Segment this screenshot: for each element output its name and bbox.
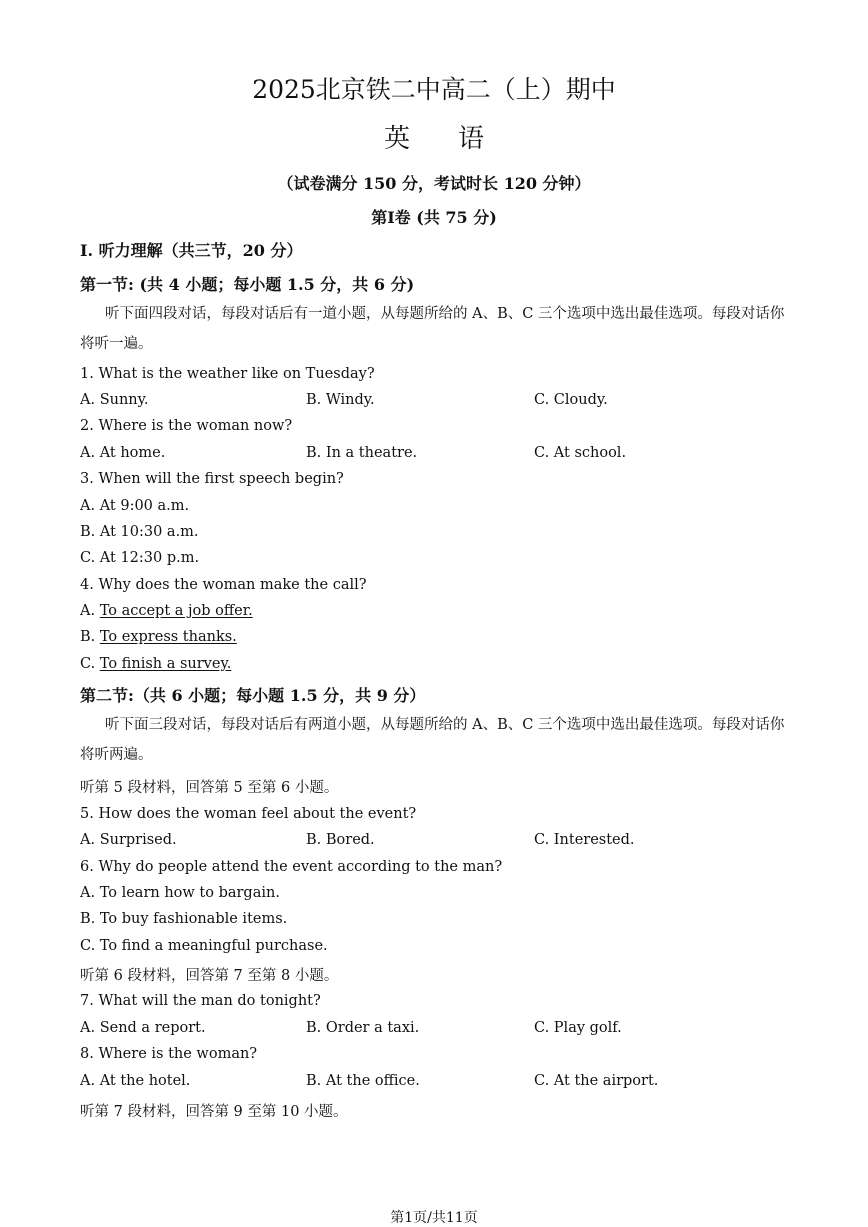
q2-option-b: B. In a theatre. — [306, 445, 418, 461]
q4-option-c-prefix: C. — [80, 656, 100, 672]
q7-option-a: A. Send a report. — [80, 1020, 206, 1036]
exam-title: 2025北京铁二中高二（上）期中 — [252, 75, 616, 104]
q6-option-c: C. To find a meaningful purchase. — [80, 938, 328, 954]
q4-option-a-prefix: A. — [80, 603, 100, 619]
q3-option-a: A. At 9:00 a.m. — [80, 498, 190, 514]
part-heading: Ⅰ. 听力理解（共三节，20 分） — [80, 241, 303, 260]
q4-option-c-text: To finish a survey. — [99, 656, 232, 672]
q4-option-a-text: To accept a job offer. — [99, 603, 253, 619]
q6-option-b: B. To buy fashionable items. — [80, 911, 288, 927]
question-6: 6. Why do people attend the event according to the man? — [80, 859, 503, 875]
material-7-note: 听第 7 段材料，回答第 9 至第 10 小题。 — [80, 1104, 348, 1120]
q4-option-c — [80, 656, 231, 672]
q4-option-b-prefix: B. — [80, 629, 100, 645]
q1-option-a: A. Sunny. — [80, 392, 149, 408]
question-8: 8. Where is the woman? — [80, 1046, 258, 1062]
question-4: 4. Why does the woman make the call? — [80, 577, 367, 593]
q1-option-c: C. Cloudy. — [534, 392, 608, 408]
q7-option-b: B. Order a taxi. — [306, 1020, 420, 1036]
section1-instruction: 听下面四段对话，每段对话后有一道小题，从每题所给的 A、B、C 三个选项中选出最佳选项。每段对话你将听一遍。 — [80, 306, 785, 352]
q5-option-a: A. Surprised. — [80, 832, 177, 848]
q3-option-c: C. At 12:30 p.m. — [80, 550, 200, 566]
q4-option-b — [80, 629, 237, 645]
q3-option-b: B. At 10:30 a.m. — [80, 524, 199, 540]
q8-option-b: B. At the office. — [306, 1073, 420, 1089]
question-5: 5. How does the woman feel about the event? — [80, 806, 417, 822]
q4-option-b-text: To express thanks. — [99, 629, 237, 645]
q7-option-c: C. Play golf. — [534, 1020, 622, 1036]
section2-instruction: 听下面三段对话，每段对话后有两道小题，从每题所给的 A、B、C 三个选项中选出最佳选项。每段对话你将听两遍。 — [80, 717, 785, 763]
section2-heading: 第二节:（共 6 小题；每小题 1.5 分，共 9 分） — [80, 686, 426, 705]
q5-option-c: C. Interested. — [534, 832, 635, 848]
question-3: 3. When will the first speech begin? — [80, 471, 344, 487]
volume-heading: 第Ⅰ卷 (共 75 分) — [371, 208, 497, 227]
exam-note: （试卷满分 150 分，考试时长 120 分钟） — [277, 174, 591, 193]
q8-option-c: C. At the airport. — [534, 1073, 659, 1089]
q5-option-b: B. Bored. — [306, 832, 375, 848]
page-number: 第1页/共11页 — [390, 1210, 478, 1226]
material-6-note: 听第 6 段材料，回答第 7 至第 8 小题。 — [80, 968, 339, 984]
section1-heading: 第一节: (共 4 小题；每小题 1.5 分，共 6 分) — [80, 275, 415, 294]
q4-option-a — [80, 603, 253, 619]
q2-option-a: A. At home. — [80, 445, 166, 461]
subject-title: 英语 — [383, 124, 532, 154]
q8-option-a: A. At the hotel. — [80, 1073, 191, 1089]
q2-option-c: C. At school. — [534, 445, 627, 461]
question-2: 2. Where is the woman now? — [80, 418, 293, 434]
question-1: 1. What is the weather like on Tuesday? — [80, 366, 375, 382]
question-7: 7. What will the man do tonight? — [80, 993, 321, 1009]
material-5-note: 听第 5 段材料，回答第 5 至第 6 小题。 — [80, 780, 339, 796]
q6-option-a: A. To learn how to bargain. — [80, 885, 280, 901]
q1-option-b: B. Windy. — [306, 392, 375, 408]
